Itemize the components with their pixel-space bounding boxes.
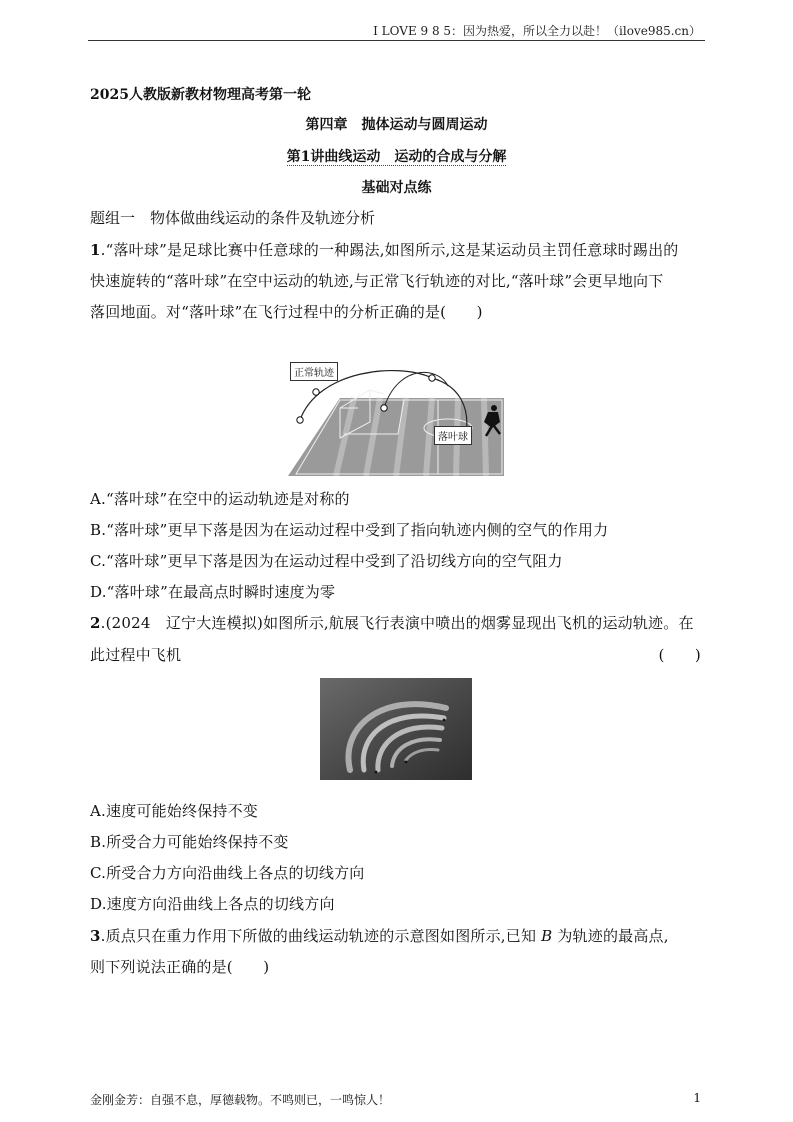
header-rule xyxy=(88,40,705,41)
footer-motto: 金刚金芳：自强不息，厚德载物。不鸣则已，一鸣惊人！ xyxy=(90,1093,391,1107)
q2-line-2 xyxy=(90,644,705,665)
q1-option-a: A.“落叶球”在空中的运动轨迹是对称的 xyxy=(90,490,350,508)
page-header: I LOVE 9 8 5：因为热爱，所以全力以赴！（ilove985.cn） xyxy=(373,24,701,38)
q3-point-b: B xyxy=(541,927,553,945)
q1-line-2: 快速旋转的“落叶球”在空中运动的轨迹,与正常飞行轨迹的对比,“落叶球”会更早地向下 xyxy=(90,272,664,290)
q2-text-1: .(2024 辽宁大连模拟)如图所示,航展飞行表演中喷出的烟雾显现出飞机的运动轨迹。在 xyxy=(100,614,694,632)
q3-line-2: 则下列说法正确的是( ) xyxy=(90,958,270,976)
lecture-title xyxy=(88,146,705,166)
group1-title: 题组一 物体做曲线运动的条件及轨迹分析 xyxy=(90,209,376,227)
q1-option-d: D.“落叶球”在最高点时瞬时速度为零 xyxy=(90,583,336,601)
q1-line-3: 落回地面。对“落叶球”在飞行过程中的分析正确的是( ) xyxy=(90,303,483,321)
book-title: 2025人教版新教材物理高考第一轮 xyxy=(90,87,311,103)
q3-number: 3 xyxy=(90,927,101,945)
q2-number: 2 xyxy=(90,614,101,632)
q1-option-c: C.“落叶球”更早下落是因为在运动过程中受到了沿切线方向的空气阻力 xyxy=(90,552,563,570)
q3-line-1 xyxy=(90,925,705,946)
practice-title: 基础对点练 xyxy=(361,180,432,196)
lecture-title-text: 第1讲曲线运动 运动的合成与分解 xyxy=(286,149,507,165)
leaf-ball-label: 落叶球 xyxy=(434,426,472,445)
q1-text-1: .“落叶球”是足球比赛中任意球的一种踢法,如图所示,这是某运动员主罚任意球时踢出的 xyxy=(100,241,679,259)
q2-figure xyxy=(320,678,472,780)
q1-option-b: B.“落叶球”更早下落是因为在运动过程中受到了指向轨迹内侧的空气的作用力 xyxy=(90,521,609,539)
q2-answer-paren: ( ) xyxy=(658,646,701,664)
q1-line-1 xyxy=(90,239,705,260)
q3-text-1a: .质点只在重力作用下所做的曲线运动轨迹的示意图如图所示,已知 xyxy=(100,927,537,945)
q2-line-1 xyxy=(90,612,705,633)
q2-option-b: B.所受合力可能始终保持不变 xyxy=(90,833,289,851)
q3-text-1b: 为轨迹的最高点, xyxy=(557,927,669,945)
normal-trajectory-label: 正常轨迹 xyxy=(290,362,338,381)
q1-number: 1 xyxy=(90,241,101,259)
airshow-smoke-photo xyxy=(320,678,472,780)
q2-option-d: D.速度方向沿曲线上各点的切线方向 xyxy=(90,895,335,913)
page-number: 1 xyxy=(693,1091,701,1105)
q2-option-a: A.速度可能始终保持不变 xyxy=(90,802,259,820)
q2-text-2: 此过程中飞机 xyxy=(90,646,182,664)
q2-option-c: C.所受合力方向沿曲线上各点的切线方向 xyxy=(90,864,365,882)
q1-figure xyxy=(288,360,504,476)
chapter-title: 第四章 抛体运动与圆周运动 xyxy=(305,117,488,133)
